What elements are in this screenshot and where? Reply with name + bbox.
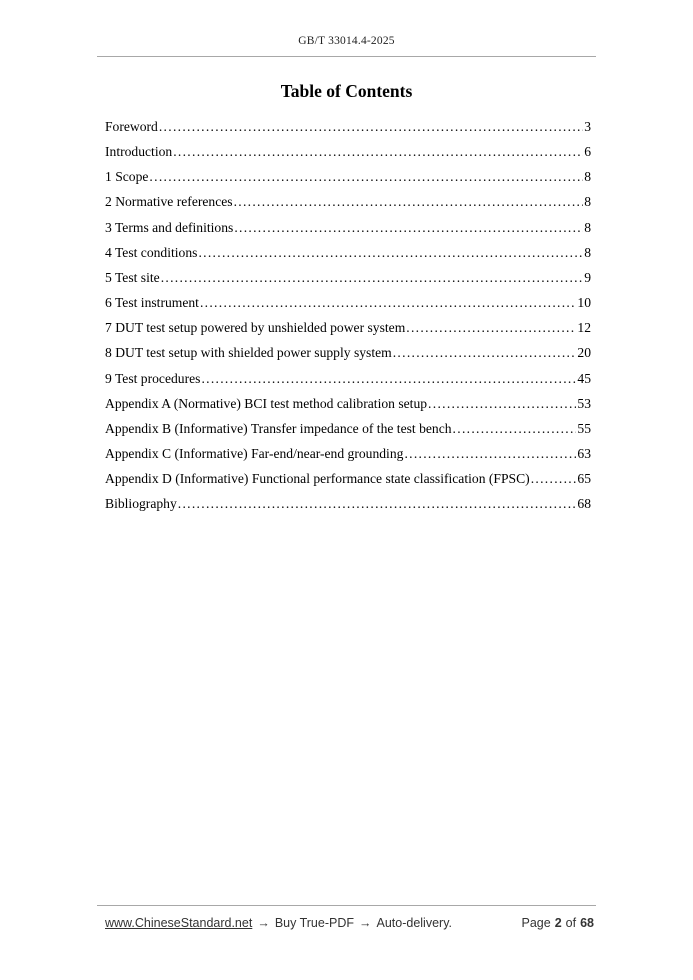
toc-entry-page: 8 xyxy=(584,244,591,260)
toc-entry[interactable] xyxy=(105,215,591,240)
toc-leader-dots xyxy=(198,240,583,265)
toc-entry[interactable] xyxy=(105,391,591,416)
toc-entry[interactable] xyxy=(105,366,591,391)
toc-entry-page: 63 xyxy=(577,446,591,462)
toc-entry-label: 1 Scope xyxy=(105,169,149,185)
buy-text: Buy True-PDF xyxy=(274,916,354,930)
toc-entry-page: 6 xyxy=(584,144,591,160)
toc-entry-page: 8 xyxy=(584,169,591,185)
toc-entry[interactable] xyxy=(105,416,591,441)
toc-leader-dots xyxy=(159,114,583,139)
toc-leader-dots xyxy=(393,340,577,365)
arrow-icon: → xyxy=(257,916,270,930)
toc-leader-dots xyxy=(453,416,577,441)
toc-leader-dots xyxy=(428,391,576,416)
toc-entry-label: Appendix A (Normative) BCI test method calibration setup xyxy=(105,395,428,411)
toc-entry-page: 3 xyxy=(584,119,591,134)
toc-entry[interactable] xyxy=(105,290,591,315)
site-link[interactable]: www.ChineseStandard.net xyxy=(105,916,253,930)
toc-entry-label: 7 DUT test setup powered by unshielded power system xyxy=(105,320,406,336)
toc-leader-dots xyxy=(173,139,583,164)
toc-entry-label: 5 Test site xyxy=(105,269,160,285)
toc-entry[interactable] xyxy=(105,340,591,365)
toc-leader-dots xyxy=(234,189,584,214)
toc-entry-label: Bibliography xyxy=(105,496,177,512)
toc-entry-page: 55 xyxy=(577,420,591,436)
toc-entry-page: 9 xyxy=(584,269,591,285)
page-current: 2 xyxy=(554,916,562,930)
toc-title: Table of Contents xyxy=(280,81,413,101)
table-of-contents xyxy=(105,114,591,517)
toc-leader-dots xyxy=(161,265,584,290)
toc-entry[interactable] xyxy=(105,441,591,466)
toc-entry-page: 65 xyxy=(577,471,591,487)
toc-entry-label: Foreword xyxy=(105,119,158,134)
toc-entry-label: Appendix C (Informative) Far-end/near-end grounding xyxy=(105,446,404,462)
page-of-label: of xyxy=(565,916,577,930)
toc-entry[interactable] xyxy=(105,315,591,340)
toc-entry-page: 8 xyxy=(584,194,591,210)
footer-divider xyxy=(97,905,596,906)
toc-entry-label: Appendix B (Informative) Transfer impedance of the test bench xyxy=(105,420,452,436)
toc-entry[interactable] xyxy=(105,114,591,139)
toc-entry-page: 53 xyxy=(577,395,591,411)
toc-entry-label: 4 Test conditions xyxy=(105,244,198,260)
toc-entry-label: 2 Normative references xyxy=(105,194,233,210)
toc-entry-label: Appendix D (Informative) Functional performance state classification (FPSC) xyxy=(105,471,530,487)
page-indicator xyxy=(522,916,595,930)
toc-entry[interactable] xyxy=(105,189,591,214)
toc-leader-dots xyxy=(234,215,583,240)
toc-entry-label: 6 Test instrument xyxy=(105,295,199,311)
toc-leader-dots xyxy=(406,315,576,340)
toc-leader-dots xyxy=(404,441,576,466)
toc-entry-page: 20 xyxy=(577,345,591,361)
toc-leader-dots xyxy=(531,466,577,491)
toc-entry-label: 9 Test procedures xyxy=(105,370,201,386)
toc-entry[interactable] xyxy=(105,491,591,516)
toc-entry[interactable] xyxy=(105,240,591,265)
toc-entry-label: 3 Terms and definitions xyxy=(105,219,234,235)
toc-entry-page: 10 xyxy=(577,295,591,311)
toc-entry[interactable] xyxy=(105,466,591,491)
toc-entry-label: 8 DUT test setup with shielded power supply system xyxy=(105,345,392,361)
page-label: Page xyxy=(521,916,551,930)
toc-leader-dots xyxy=(200,290,576,315)
toc-leader-dots xyxy=(201,366,576,391)
document-number-header: GB/T 33014.4-2025 xyxy=(298,35,395,47)
toc-entry-page: 45 xyxy=(577,370,591,386)
toc-entry-page: 68 xyxy=(577,496,591,512)
page-footer xyxy=(105,916,594,930)
arrow-icon: → xyxy=(359,916,372,930)
toc-entry[interactable] xyxy=(105,164,591,189)
toc-entry[interactable] xyxy=(105,139,591,164)
header-divider xyxy=(97,56,596,57)
toc-entry-page: 12 xyxy=(577,320,591,336)
footer-source-line xyxy=(105,916,452,930)
toc-entry-label: Introduction xyxy=(105,144,173,160)
toc-leader-dots xyxy=(178,491,577,516)
toc-entry-page: 8 xyxy=(584,219,591,235)
toc-leader-dots xyxy=(149,164,583,189)
delivery-text: Auto-delivery. xyxy=(376,916,452,930)
toc-entry[interactable] xyxy=(105,265,591,290)
page-total: 68 xyxy=(580,916,594,930)
